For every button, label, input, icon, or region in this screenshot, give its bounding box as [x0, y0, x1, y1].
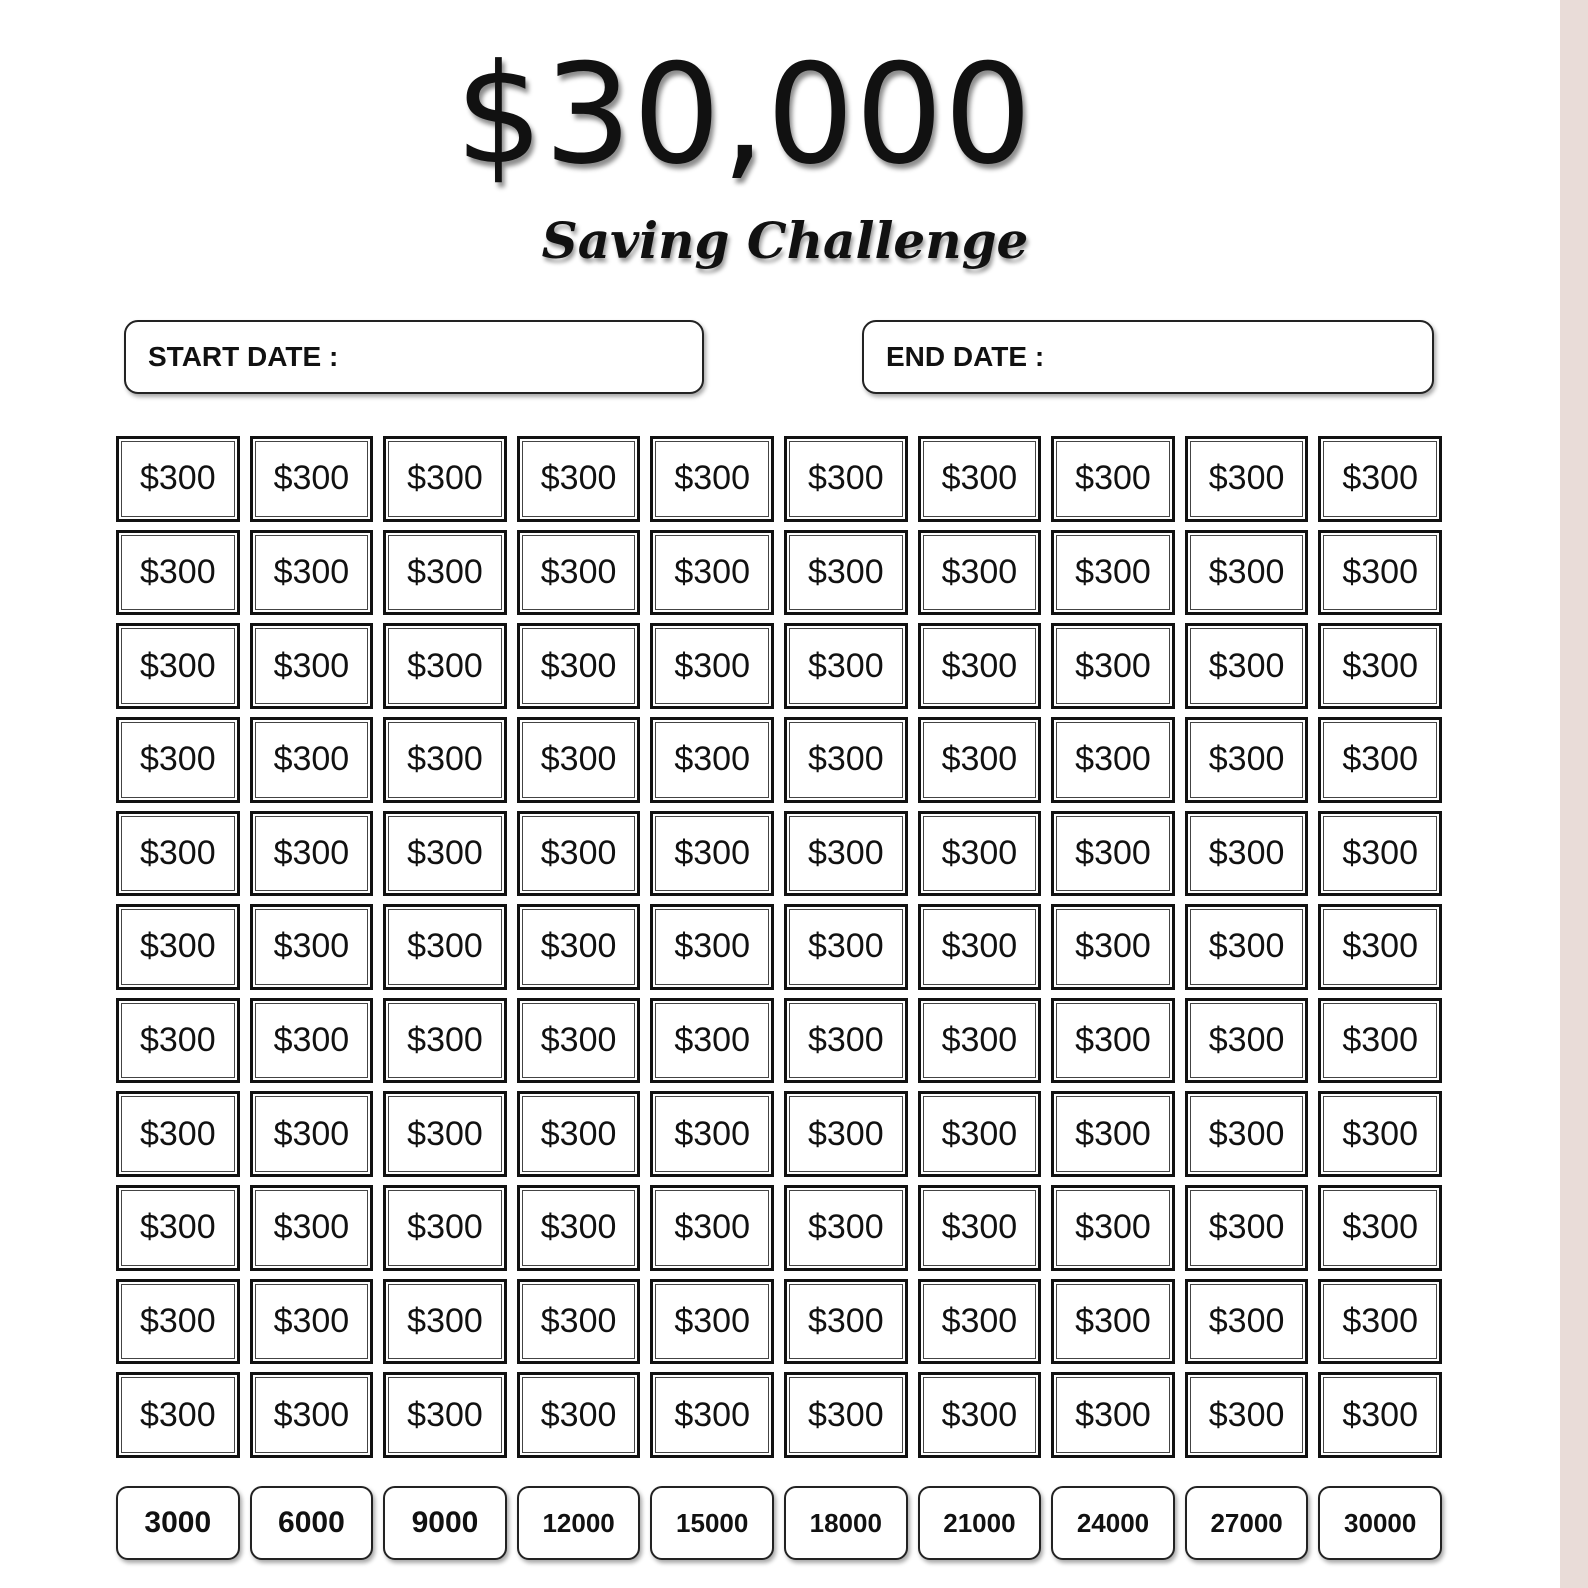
savings-cell-amount: $300	[407, 1208, 483, 1247]
savings-cell-amount: $300	[139, 1302, 216, 1341]
savings-cell-amount: $300	[1075, 740, 1151, 779]
savings-cell-amount: $300	[1075, 552, 1151, 591]
savings-cell[interactable]	[250, 530, 374, 616]
savings-cell-amount: $300	[941, 740, 1018, 779]
savings-cell[interactable]	[650, 998, 774, 1084]
savings-cell-amount: $300	[407, 1114, 483, 1153]
savings-cell[interactable]	[383, 998, 507, 1084]
savings-cell[interactable]	[1185, 717, 1309, 803]
savings-cell-amount: $300	[273, 1302, 350, 1341]
savings-cell-amount: $300	[941, 459, 1018, 498]
savings-cell-amount: $300	[674, 1208, 750, 1247]
savings-cell[interactable]	[918, 1279, 1042, 1365]
savings-cell-amount: $300	[1342, 740, 1418, 779]
savings-cell-amount: $300	[1075, 1114, 1151, 1153]
savings-cell[interactable]	[1185, 998, 1309, 1084]
savings-cell-amount: $300	[941, 646, 1018, 685]
savings-cell-amount: $300	[407, 740, 483, 779]
savings-cell-amount: $300	[941, 1021, 1018, 1060]
savings-cell[interactable]	[116, 1279, 240, 1365]
savings-cell[interactable]	[250, 717, 374, 803]
savings-cell-amount: $300	[941, 1395, 1018, 1434]
savings-cell-amount: $300	[139, 833, 216, 872]
savings-cell-amount: $300	[1208, 1395, 1285, 1434]
savings-cell-amount: $300	[1208, 646, 1285, 685]
end-date-field[interactable]	[862, 320, 1434, 394]
savings-cell-amount: $300	[273, 646, 350, 685]
savings-cell[interactable]	[116, 436, 240, 522]
savings-cell[interactable]	[250, 623, 374, 709]
savings-cell-amount: $300	[273, 1395, 350, 1434]
savings-cell-amount: $300	[807, 459, 884, 498]
savings-cell-amount: $300	[941, 927, 1018, 966]
savings-cell[interactable]	[517, 1279, 641, 1365]
savings-cell[interactable]	[383, 811, 507, 897]
savings-cell[interactable]	[383, 1091, 507, 1177]
savings-cell-amount: $300	[1342, 459, 1418, 498]
savings-cell-amount: $300	[273, 740, 350, 779]
savings-cell-amount: $300	[1208, 740, 1285, 779]
savings-cell[interactable]	[650, 1185, 774, 1271]
savings-cell-amount: $300	[941, 1208, 1018, 1247]
running-total-value: 21000	[943, 1507, 1016, 1538]
savings-cell[interactable]	[1051, 904, 1175, 990]
savings-cell-amount: $300	[139, 459, 216, 498]
savings-cell[interactable]	[784, 1372, 908, 1458]
savings-cell-amount: $300	[540, 740, 617, 779]
savings-cell-amount: $300	[1342, 1395, 1418, 1434]
savings-cell[interactable]	[250, 1279, 374, 1365]
savings-cell-amount: $300	[139, 927, 216, 966]
savings-cell[interactable]	[784, 998, 908, 1084]
savings-cell-amount: $300	[1208, 552, 1285, 591]
savings-cell[interactable]	[517, 904, 641, 990]
savings-cell[interactable]	[250, 904, 374, 990]
savings-cell-amount: $300	[674, 1114, 750, 1153]
savings-cell-amount: $300	[1075, 646, 1151, 685]
savings-cell[interactable]	[650, 717, 774, 803]
savings-cell-amount: $300	[941, 1302, 1018, 1341]
savings-cell[interactable]	[1185, 1185, 1309, 1271]
savings-cell[interactable]	[650, 1372, 774, 1458]
savings-cell[interactable]	[116, 717, 240, 803]
savings-cell-amount: $300	[139, 1208, 216, 1247]
savings-cell-amount: $300	[807, 1021, 884, 1060]
running-total-box[interactable]	[1185, 1486, 1309, 1560]
savings-cell-amount: $300	[941, 1114, 1018, 1153]
savings-cell-amount: $300	[1342, 1208, 1418, 1247]
savings-cell[interactable]	[517, 1091, 641, 1177]
savings-cell-amount: $300	[674, 646, 750, 685]
savings-cell[interactable]	[116, 623, 240, 709]
savings-cell-amount: $300	[540, 1114, 617, 1153]
savings-cell[interactable]	[517, 811, 641, 897]
savings-cell[interactable]	[1185, 530, 1309, 616]
savings-cell-amount: $300	[540, 833, 617, 872]
savings-cell[interactable]	[1318, 436, 1442, 522]
savings-cell[interactable]	[650, 811, 774, 897]
savings-cell[interactable]	[1318, 1091, 1442, 1177]
savings-cell[interactable]	[1318, 1279, 1442, 1365]
running-total-box[interactable]	[1051, 1486, 1175, 1560]
savings-cell[interactable]	[383, 904, 507, 990]
savings-cell[interactable]	[1051, 998, 1175, 1084]
savings-cell-amount: $300	[139, 552, 216, 591]
savings-cell-amount: $300	[1208, 1302, 1285, 1341]
start-date-field[interactable]	[124, 320, 704, 394]
savings-cell-amount: $300	[674, 459, 750, 498]
savings-cell[interactable]	[1051, 1372, 1175, 1458]
running-total-value: 27000	[1210, 1507, 1283, 1538]
savings-cell-amount: $300	[407, 1302, 483, 1341]
savings-cell[interactable]	[1051, 1279, 1175, 1365]
savings-cell[interactable]	[1318, 998, 1442, 1084]
running-total-box[interactable]	[784, 1486, 908, 1560]
savings-cell-amount: $300	[1208, 1021, 1285, 1060]
savings-cell-amount: $300	[273, 833, 350, 872]
savings-cell-amount: $300	[540, 646, 617, 685]
savings-cell[interactable]	[650, 436, 774, 522]
savings-cell[interactable]	[918, 904, 1042, 990]
savings-cell-amount: $300	[1075, 459, 1151, 498]
savings-cell-amount: $300	[807, 1302, 884, 1341]
savings-cell[interactable]	[116, 1185, 240, 1271]
savings-cell[interactable]	[116, 1372, 240, 1458]
savings-cell-amount: $300	[407, 459, 483, 498]
savings-cell[interactable]	[1185, 904, 1309, 990]
savings-cell[interactable]	[1051, 811, 1175, 897]
savings-grid	[116, 436, 1442, 1458]
savings-cell[interactable]	[116, 1091, 240, 1177]
running-total-box[interactable]	[918, 1486, 1042, 1560]
savings-cell-amount: $300	[273, 1114, 350, 1153]
savings-cell[interactable]	[784, 436, 908, 522]
savings-cell-amount: $300	[540, 552, 617, 591]
running-total-value: 6000	[278, 1506, 345, 1539]
savings-cell[interactable]	[650, 904, 774, 990]
savings-cell[interactable]	[1185, 623, 1309, 709]
running-totals-row	[116, 1486, 1442, 1566]
savings-cell-amount: $300	[1342, 552, 1418, 591]
running-total-value: 3000	[144, 1506, 212, 1539]
savings-cell-amount: $300	[407, 927, 483, 966]
savings-cell[interactable]	[1318, 623, 1442, 709]
savings-cell-amount: $300	[807, 927, 884, 966]
savings-cell-amount: $300	[807, 552, 884, 591]
savings-cell[interactable]	[517, 623, 641, 709]
running-total-value: 9000	[411, 1506, 479, 1539]
savings-cell[interactable]	[784, 623, 908, 709]
running-total-value: 18000	[809, 1507, 882, 1538]
savings-cell-amount: $300	[273, 927, 350, 966]
savings-cell[interactable]	[1318, 1185, 1442, 1271]
savings-cell-amount: $300	[139, 646, 216, 685]
savings-cell-amount: $300	[1208, 459, 1285, 498]
savings-cell-amount: $300	[540, 1395, 617, 1434]
savings-cell-amount: $300	[1342, 1021, 1418, 1060]
savings-cell-amount: $300	[807, 646, 884, 685]
savings-cell[interactable]	[383, 717, 507, 803]
page-title: $30,000	[455, 34, 1033, 195]
savings-cell-amount: $300	[807, 1395, 884, 1434]
savings-cell[interactable]	[918, 436, 1042, 522]
savings-cell-amount: $300	[674, 1395, 750, 1434]
savings-cell-amount: $300	[1075, 1208, 1151, 1247]
savings-cell-amount: $300	[1075, 1021, 1151, 1060]
savings-cell[interactable]	[517, 1372, 641, 1458]
savings-cell[interactable]	[383, 1185, 507, 1271]
savings-cell[interactable]	[1318, 1372, 1442, 1458]
page-subtitle: Saving Challenge	[541, 211, 1029, 270]
savings-cell-amount: $300	[540, 459, 617, 498]
savings-cell[interactable]	[918, 998, 1042, 1084]
savings-cell[interactable]	[1185, 1372, 1309, 1458]
savings-cell[interactable]	[517, 530, 641, 616]
savings-cell-amount: $300	[139, 1395, 216, 1434]
savings-cell-amount: $300	[1075, 1302, 1151, 1341]
savings-cell[interactable]	[116, 530, 240, 616]
savings-cell[interactable]	[650, 530, 774, 616]
savings-cell[interactable]	[250, 1091, 374, 1177]
savings-cell-amount: $300	[1342, 646, 1418, 685]
savings-cell[interactable]	[1051, 436, 1175, 522]
savings-cell[interactable]	[918, 530, 1042, 616]
savings-cell-amount: $300	[674, 740, 750, 779]
running-total-value: 12000	[542, 1507, 615, 1538]
running-total-value: 24000	[1076, 1507, 1150, 1538]
savings-cell[interactable]	[784, 1091, 908, 1177]
savings-cell[interactable]	[918, 1091, 1042, 1177]
savings-cell-amount: $300	[540, 927, 617, 966]
savings-cell[interactable]	[383, 530, 507, 616]
savings-cell-amount: $300	[273, 1021, 350, 1060]
savings-cell[interactable]	[250, 1372, 374, 1458]
running-total-box[interactable]	[116, 1486, 240, 1560]
savings-cell[interactable]	[1185, 1091, 1309, 1177]
savings-cell-amount: $300	[1075, 927, 1151, 966]
savings-cell-amount: $300	[1075, 1395, 1151, 1434]
savings-cell[interactable]	[1185, 811, 1309, 897]
savings-cell[interactable]	[784, 1185, 908, 1271]
savings-cell[interactable]	[116, 998, 240, 1084]
savings-cell-amount: $300	[807, 740, 884, 779]
running-total-box[interactable]	[383, 1486, 507, 1560]
savings-cell[interactable]	[517, 1185, 641, 1271]
savings-cell-amount: $300	[1208, 1208, 1285, 1247]
savings-cell-amount: $300	[1208, 927, 1285, 966]
savings-cell[interactable]	[383, 1279, 507, 1365]
savings-cell-amount: $300	[1342, 927, 1418, 966]
savings-cell[interactable]	[1185, 436, 1309, 522]
savings-cell[interactable]	[517, 717, 641, 803]
savings-cell[interactable]	[250, 811, 374, 897]
savings-cell[interactable]	[918, 1185, 1042, 1271]
savings-cell-amount: $300	[674, 552, 750, 591]
savings-cell-amount: $300	[1342, 833, 1418, 872]
running-total-box[interactable]	[517, 1486, 641, 1560]
savings-cell[interactable]	[383, 1372, 507, 1458]
savings-cell[interactable]	[383, 623, 507, 709]
savings-cell[interactable]	[1051, 623, 1175, 709]
savings-cell-amount: $300	[407, 833, 483, 872]
savings-cell-amount: $300	[540, 1021, 617, 1060]
savings-cell-amount: $300	[1342, 1114, 1418, 1153]
savings-cell-amount: $300	[407, 552, 483, 591]
running-total-value: 15000	[676, 1507, 749, 1538]
savings-cell[interactable]	[250, 998, 374, 1084]
savings-cell[interactable]	[1318, 530, 1442, 616]
savings-cell-amount: $300	[674, 927, 750, 966]
savings-cell-amount: $300	[540, 1302, 617, 1341]
savings-cell[interactable]	[650, 1091, 774, 1177]
savings-cell-amount: $300	[674, 833, 750, 872]
savings-cell-amount: $300	[807, 833, 884, 872]
savings-cell[interactable]	[1051, 530, 1175, 616]
savings-cell-amount: $300	[1075, 833, 1151, 872]
start-date-label: START DATE :	[148, 341, 339, 372]
savings-cell[interactable]	[116, 904, 240, 990]
savings-cell-amount: $300	[273, 459, 350, 498]
savings-cell[interactable]	[918, 811, 1042, 897]
savings-cell[interactable]	[517, 436, 641, 522]
savings-cell-amount: $300	[139, 740, 216, 779]
savings-cell[interactable]	[517, 998, 641, 1084]
savings-cell[interactable]	[918, 623, 1042, 709]
savings-cell-amount: $300	[139, 1114, 216, 1153]
savings-cell[interactable]	[1318, 811, 1442, 897]
savings-cell[interactable]	[250, 436, 374, 522]
savings-cell[interactable]	[250, 1185, 374, 1271]
savings-cell[interactable]	[383, 436, 507, 522]
running-total-box[interactable]	[250, 1486, 374, 1560]
savings-cell-amount: $300	[407, 1395, 483, 1434]
savings-cell-amount: $300	[407, 646, 483, 685]
savings-cell-amount: $300	[807, 1114, 884, 1153]
savings-cell-amount: $300	[139, 1021, 216, 1060]
savings-cell[interactable]	[1318, 904, 1442, 990]
savings-cell[interactable]	[784, 530, 908, 616]
running-total-box[interactable]	[650, 1486, 774, 1560]
savings-cell-amount: $300	[941, 833, 1018, 872]
end-date-label: END DATE :	[886, 341, 1045, 372]
savings-cell-amount: $300	[1208, 1114, 1285, 1153]
savings-cell-amount: $300	[1342, 1302, 1418, 1341]
savings-cell-amount: $300	[674, 1302, 750, 1341]
savings-cell[interactable]	[784, 717, 908, 803]
savings-cell[interactable]	[650, 623, 774, 709]
savings-cell[interactable]	[1051, 1185, 1175, 1271]
running-total-box[interactable]	[1318, 1486, 1442, 1560]
savings-cell[interactable]	[116, 811, 240, 897]
savings-cell-amount: $300	[273, 552, 350, 591]
savings-cell[interactable]	[784, 904, 908, 990]
savings-cell[interactable]	[918, 717, 1042, 803]
running-total-value: 30000	[1344, 1507, 1417, 1538]
savings-cell-amount: $300	[941, 552, 1018, 591]
savings-cell-amount: $300	[807, 1208, 884, 1247]
savings-cell-amount: $300	[407, 1021, 483, 1060]
savings-cell[interactable]	[784, 811, 908, 897]
savings-cell[interactable]	[918, 1372, 1042, 1458]
savings-cell-amount: $300	[1208, 833, 1285, 872]
savings-cell[interactable]	[1185, 1279, 1309, 1365]
savings-cell-amount: $300	[540, 1208, 617, 1247]
savings-cell[interactable]	[1051, 1091, 1175, 1177]
savings-cell[interactable]	[1051, 717, 1175, 803]
savings-cell[interactable]	[1318, 717, 1442, 803]
savings-cell-amount: $300	[674, 1021, 750, 1060]
savings-cell[interactable]	[650, 1279, 774, 1365]
savings-cell-amount: $300	[273, 1208, 350, 1247]
savings-cell[interactable]	[784, 1279, 908, 1365]
